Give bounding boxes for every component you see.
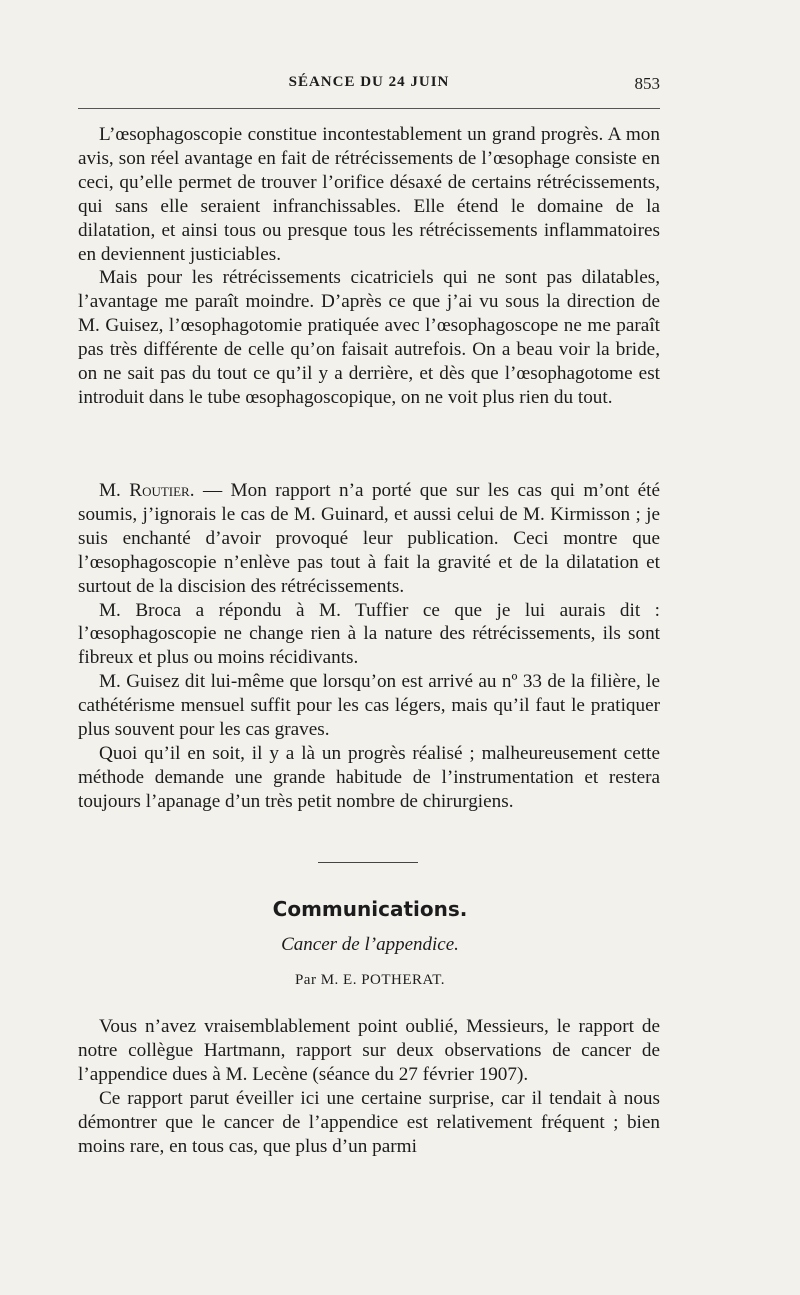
header-rule [78, 108, 660, 109]
paragraph: L’œsophagoscopie constitue incontestablement un grand progrès. A mon avis, son réel avantage en fait de rétrécissements de l’œsophage consiste en ceci, qu’elle permet de trouver l’orifice désaxé de certains rétrécissements, qui sans elle seraient infranchissables. Elle étend le domaine de la dilatation, et ainsi tous ou presque tous les rétrécissements inflammatoires en deviennent justiciables. [78, 124, 660, 265]
paragraph: Vous n’avez vraisemblablement point oublié, Messieurs, le rapport de notre collègue Hartmann, rapport sur deux observations de cancer de l’appendice dues à M. Lecène (séance du 27 février 1907). [78, 1016, 660, 1085]
paragraph: Quoi qu’il en soit, il y a là un progrès réalisé ; malheureusement cette méthode demande une grande habitude de l’instrumentation et restera toujours l’apanage d’un très petit nombre de chirurgiens. [78, 742, 660, 812]
paragraph: M. Guisez dit lui-même que lorsqu’on est arrivé au nº 33 de la filière, le cathétérisme mensuel suffit pour les cas légers, mais qu’il faut le pratiquer plus souvent pour les cas graves. [78, 671, 660, 741]
communication-body [78, 1015, 660, 1158]
paragraph: M. Broca a répondu à M. Tuffier ce que je lui aurais dit : l’œsophagoscopie ne change rien à la nature des rétrécissements, ils sont fibreux et plus ou moins récidivants. [78, 599, 660, 669]
article-byline: Par M. E. POTHERAT. [294, 972, 446, 988]
paragraph: Ce rapport parut éveiller ici une certaine surprise, car il tendait à nous démontrer que le cancer de l’appendice est relativement fréquent ; bien moins rare, en tous cas, que plus d’un parmi [78, 1087, 660, 1157]
running-title: SÉANCE DU 24 JUIN [288, 74, 450, 90]
article-title: Cancer de l’appendice. [281, 934, 459, 955]
section-separator [318, 862, 418, 863]
running-header [78, 74, 660, 98]
page-number: 853 [634, 74, 660, 93]
section-heading: Communications. [272, 897, 468, 921]
speaker-name: M. Routier. [99, 480, 195, 501]
discussion-block [78, 123, 660, 410]
speaker-text: — Mon rapport n’a porté que sur les cas qui m’ont été soumis, j’ignorais le cas de M. Guinard, et aussi celui de M. Kirmisson ; je suis enchanté d’avoir provoqué leur publication. Ceci montre que l’œsophagoscopie n’enlève pas tout à fait la gravité et de la dilatation et surtout de la discision des rétrécissements. [78, 480, 660, 597]
paragraph: Mais pour les rétrécissements cicatriciels qui ne sont pas dilatables, l’avantage me paraît moindre. D’après ce que j’ai vu sous la direction de M. Guisez, l’œsophagotomie pratiquée avec l’œsophagoscope ne me paraît pas très différente de celle qu’on faisait autrefois. On a beau voir la bride, on ne sait pas du tout ce qu’il y a derrière, et dès que l’œsophagotome est introduit dans le tube œsophagoscopique, on ne voit plus rien du tout. [78, 267, 660, 408]
routier-block [78, 479, 660, 814]
paragraph [78, 479, 660, 599]
